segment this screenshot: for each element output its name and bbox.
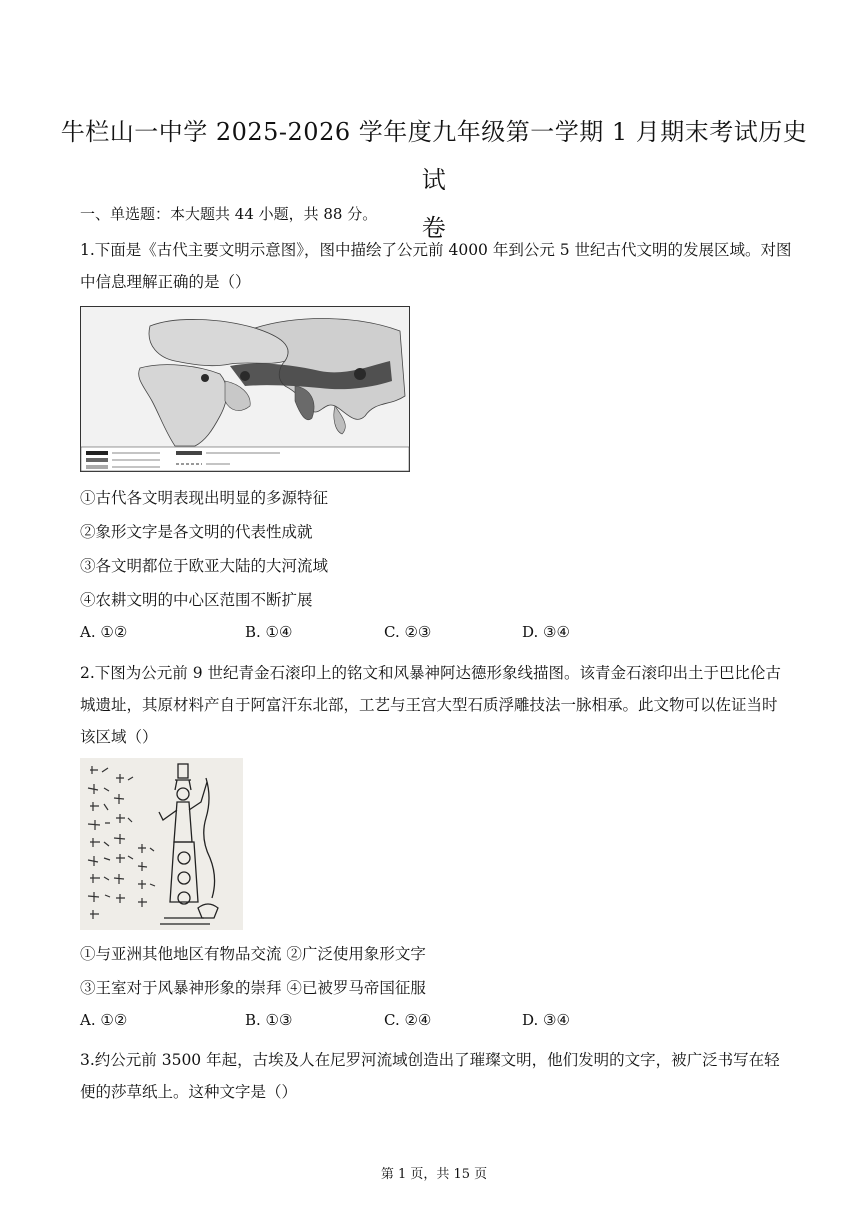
q1-option-b[interactable]: B. ①④ bbox=[245, 623, 293, 641]
section-heading: 一、单选题：本大题共 44 小题，共 88 分。 bbox=[80, 205, 378, 223]
q2-option-c[interactable]: C. ②④ bbox=[384, 1011, 432, 1029]
ancient-civilizations-map bbox=[80, 306, 410, 472]
q1-option-d[interactable]: D. ③④ bbox=[522, 623, 570, 641]
q1-statement-3: ③各文明都位于欧亚大陆的大河流域 bbox=[80, 557, 329, 575]
cylinder-seal-drawing bbox=[80, 758, 243, 930]
q2-statement-line-2: ③王室对于风暴神形象的崇拜 ④已被罗马帝国征服 bbox=[80, 979, 426, 997]
q1-statement-2: ②象形文字是各文明的代表性成就 bbox=[80, 523, 313, 541]
question-1-stem: 1.下面是《古代主要文明示意图》，图中描绘了公元前 4000 年到公元 5 世纪古代文明的发展区域。对图中信息理解正确的是（） bbox=[80, 241, 792, 291]
question-2-stem: 2.下图为公元前 9 世纪青金石滚印上的铭文和风暴神阿达德形象线描图。该青金石滚印出土于巴比伦古城遗址，其原材料产自于阿富汗东北部，工艺与王宫大型石质浮雕技法一脉相承。此文物可以佐证当时该区域（） bbox=[80, 664, 782, 746]
q1-statement-1: ①古代各文明表现出明显的多源特征 bbox=[80, 489, 329, 507]
q2-option-a[interactable]: A. ①② bbox=[80, 1011, 128, 1029]
q1-statement-4: ④农耕文明的中心区范围不断扩展 bbox=[80, 591, 313, 609]
page-footer: 第 1 页，共 15 页 bbox=[380, 1167, 488, 1182]
exam-title-line2: 卷 bbox=[421, 214, 447, 242]
q1-option-c[interactable]: C. ②③ bbox=[384, 623, 432, 641]
exam-title-line1: 牛栏山一中学 2025-2026 学年度九年级第一学期 1 月期末考试历史试 bbox=[60, 118, 808, 194]
exam-title bbox=[60, 108, 808, 252]
q2-option-d[interactable]: D. ③④ bbox=[522, 1011, 570, 1029]
q1-option-a[interactable]: A. ①② bbox=[80, 623, 128, 641]
question-3-stem: 3.约公元前 3500 年起，古埃及人在尼罗河流域创造出了璀璨文明，他们发明的文字，被广泛书写在轻便的莎草纸上。这种文字是（） bbox=[80, 1051, 780, 1101]
q2-statement-line-1: ①与亚洲其他地区有物品交流 ②广泛使用象形文字 bbox=[80, 945, 426, 963]
q2-option-b[interactable]: B. ①③ bbox=[245, 1011, 293, 1029]
